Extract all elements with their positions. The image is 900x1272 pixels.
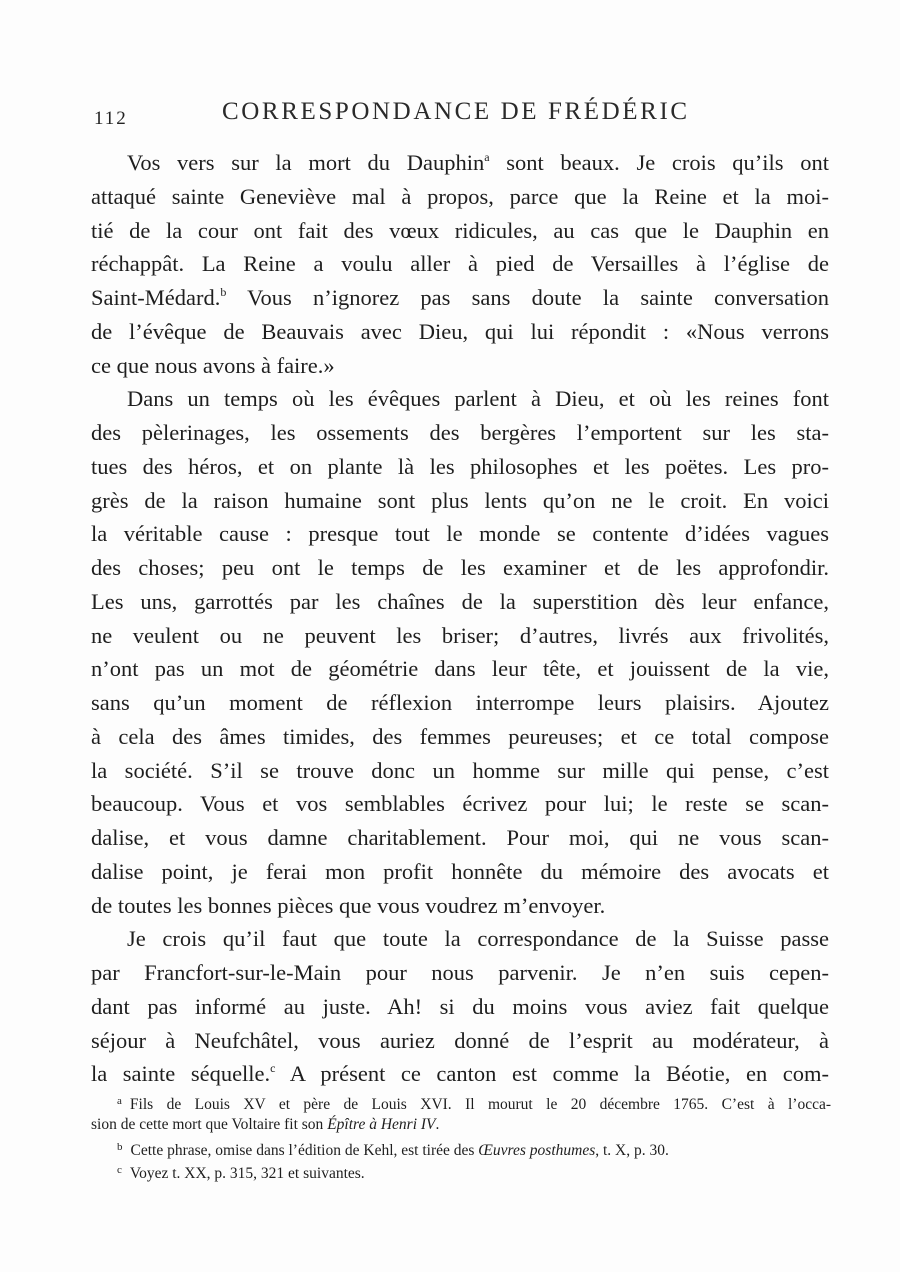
text-line: Saint-Médard.$^b$ Vous n’ignorez pas sans doute la sainte conversation	[91, 285, 829, 310]
text-line: Je crois qu’il faut que toute la correspondance de la Suisse passe	[127, 926, 829, 952]
text-line: à cela des âmes timides, des femmes peureuses; et ce total compose	[91, 723, 829, 749]
footnote-ref-c[interactable]: c	[270, 1061, 276, 1076]
page-number: 112	[94, 108, 128, 129]
text-line: de l’évêque de Beauvais avec Dieu, qui lui répondit : «Nous verrons	[91, 318, 829, 344]
footnote-c: $^c$ Voyez t. XX, p. 315, 321 et suivantes.	[117, 1164, 365, 1182]
footnotes	[91, 1090, 831, 1182]
footnote-ref-b[interactable]: b	[220, 285, 227, 299]
page-header	[94, 98, 834, 132]
text-line: des choses; peu ont le temps de les examiner et de les approfondir.	[91, 555, 829, 580]
text-line: grès de la raison humaine sont plus lents qu’on ne le croit. En voici	[91, 487, 829, 513]
text-line: Vos vers sur la mort du Dauphin$^a$ sont beaux. Je crois qu’ils ont	[127, 150, 829, 175]
text-line: Dans un temps où les évêques parlent à Dieu, et où les reines font	[127, 386, 829, 412]
footnote-mark: c	[117, 1164, 122, 1176]
text-line: réchappât. La Reine a voulu aller à pied de Versailles à l’église de	[91, 251, 829, 277]
text-line: la véritable cause : presque tout le monde se contente d’idées vagues	[91, 521, 829, 547]
text-line: séjour à Neufchâtel, vous auriez donné de l’esprit au modérateur, à	[91, 1027, 829, 1053]
text-line: la sainte séquelle.$^c$ A présent ce canton est comme la Béotie, en com-	[91, 1061, 829, 1087]
text-line: par Francfort-sur-le-Main pour nous parvenir. Je n’en suis cepen-	[91, 960, 829, 985]
text-line: dalise point, je ferai mon profit honnête du mémoire des avocats et	[91, 858, 829, 884]
text-line: tues des héros, et on plante là les philosophes et les poëtes. Les pro-	[91, 453, 829, 479]
text-line: beaucoup. Vous et vos semblables écrivez pour lui; le reste se scan-	[91, 791, 829, 817]
text-line: des pèlerinages, les ossements des bergères l’emportent sur les sta-	[91, 420, 829, 445]
text-line: sans qu’un moment de réflexion interrompe leurs plaisirs. Ajoutez	[91, 690, 829, 715]
paragraph-2	[91, 382, 829, 922]
text-line: ne veulent ou ne peuvent les briser; d’autres, livrés aux frivolités,	[91, 622, 829, 648]
text-line: ce que nous avons à faire.»	[91, 352, 335, 378]
running-head: CORRESPONDANCE DE FRÉDÉRIC	[222, 98, 690, 125]
footnote-mark: a	[117, 1095, 122, 1107]
paragraph-3	[91, 922, 829, 1091]
footnote-a: $^a$ Fils de Louis XV et père de Louis XVI. Il mourut le 20 décembre 1765. C’est à l’occa-	[117, 1095, 831, 1113]
text-line: dant pas informé au juste. Ah! si du moins vous aviez fait quelque	[91, 993, 829, 1019]
text-line: Les uns, garrottés par les chaînes de la superstition dès leur enfance,	[91, 588, 829, 614]
footnote-a-continued: sion de cette mort que Voltaire fit son Épître à Henri IV.	[91, 1116, 440, 1133]
text-line: la société. S’il se trouve donc un homme sur mille qui pense, c’est	[91, 757, 829, 783]
text-line: attaqué sainte Geneviève mal à propos, parce que la Reine et la moi-	[91, 183, 829, 209]
text-line: tié de la cour ont fait des vœux ridicules, au cas que le Dauphin en	[91, 217, 829, 243]
body-text	[91, 146, 829, 1091]
footnote-ref-a[interactable]: a	[484, 150, 490, 164]
text-line: dalise, et vous damne charitablement. Pour moi, qui ne vous scan-	[91, 825, 829, 850]
text-line: de toutes les bonnes pièces que vous voudrez m’envoyer.	[91, 892, 606, 918]
footnote-mark: b	[117, 1141, 123, 1153]
paragraph-1	[91, 146, 829, 382]
text-line: n’ont pas un mot de géométrie dans leur tête, et jouissent de la vie,	[91, 656, 829, 682]
footnote-b: $^b$ Cette phrase, omise dans l’édition de Kehl, est tirée des Œuvres posthumes, t. X, p. 30.	[117, 1141, 669, 1159]
